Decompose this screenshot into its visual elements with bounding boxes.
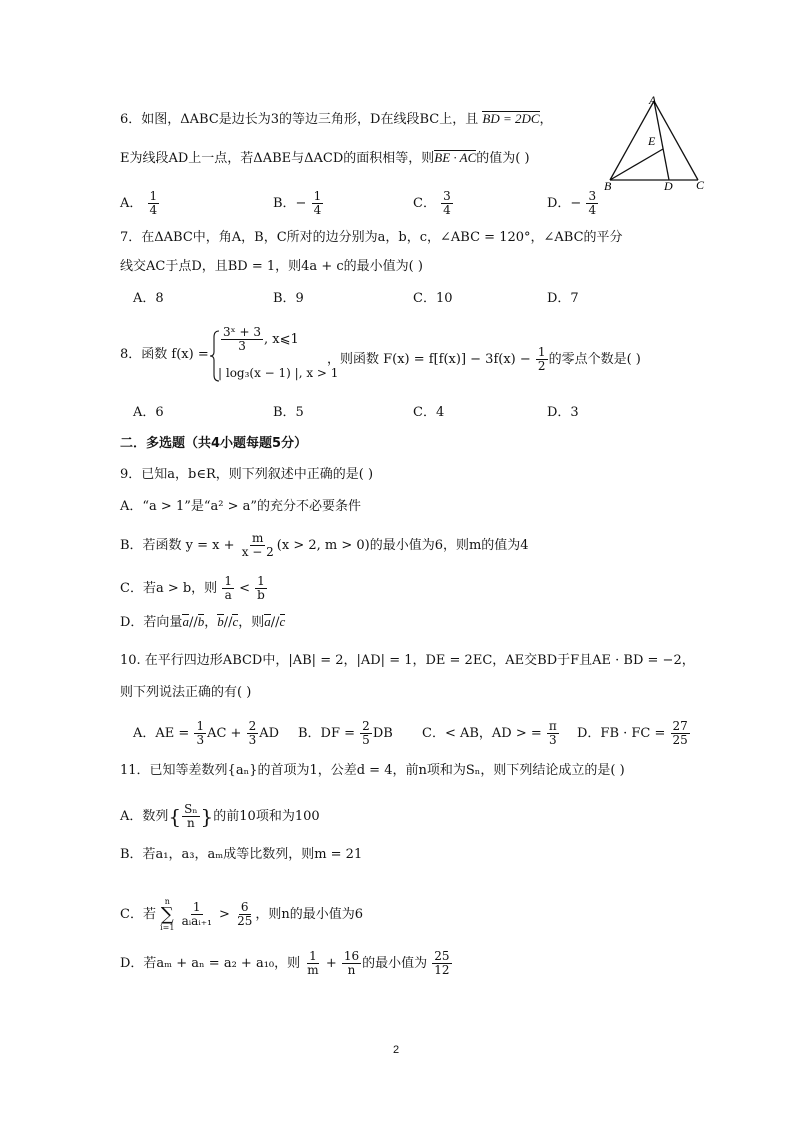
- sigma-icon: n ∑ i=1: [160, 897, 175, 932]
- fig-label-a: A: [649, 93, 657, 107]
- q10-option-a[interactable]: A．AE = $\frac{1}{3}$ AC + $\frac{2}{3}$ AD: [133, 719, 280, 747]
- q7-option-c[interactable]: C．10: [413, 291, 453, 306]
- q9-stem: 9．已知a，b∈R，则下列叙述中正确的是( ): [120, 467, 374, 482]
- fig-label-b: B: [604, 179, 612, 192]
- q7-option-d[interactable]: D．7: [547, 291, 579, 306]
- q11-stem: 11．已知等差数列{aₙ}的首项为1，公差d = 4，前n项和为Sₙ，则下列结论成立的是( ): [120, 763, 625, 778]
- q10-line2: 则下列说法正确的有( ): [120, 685, 252, 700]
- q10-option-c[interactable]: C．< AB，AD > = $\frac{\pi}{3}$: [422, 719, 557, 747]
- q9-option-d[interactable]: D．若向量a//b，b//c，则a//c: [120, 614, 286, 630]
- q9-option-a[interactable]: A．“a > 1”是“a² > a”的充分不必要条件: [120, 499, 362, 514]
- q8-prefix: 8．函数 f(x) =: [120, 347, 209, 362]
- q6-dot-product: BE · AC: [434, 150, 477, 165]
- q11-option-a[interactable]: A．数列{ $\frac{\text{Sₙ}}{n}$ }的前10项和为100: [120, 802, 320, 830]
- q8-option-d[interactable]: D．3: [547, 405, 579, 420]
- q6-option-c[interactable]: C． $\frac{3}{4}$: [413, 189, 451, 217]
- q10-option-d[interactable]: D．FB · FC = $\frac{27}{25}$: [577, 719, 688, 747]
- q8-option-c[interactable]: C．4: [413, 405, 445, 420]
- q6-option-b[interactable]: B．− $\frac{1}{4}$: [273, 189, 322, 217]
- q8-case2: | log₃(x − 1) |, x > 1: [218, 366, 339, 380]
- q8-function-def: ，则函数 F(x) = f[f(x)] − 3f(x) − $\frac{1}{2}$ 的零点个数是( ): [327, 345, 641, 373]
- q6-triangle-figure: [600, 92, 710, 192]
- q7-option-a[interactable]: A．8: [133, 291, 164, 306]
- q6-option-d[interactable]: D．− $\frac{3}{4}$: [547, 189, 597, 217]
- q6-line2: E为线段AD上一点，若ΔABE与ΔACD的面积相等，则BE · AC的值为( ): [120, 150, 530, 166]
- q6-vector-condition: BD = 2DC: [482, 111, 540, 126]
- q9-option-c[interactable]: C．若a > b，则 $\frac{1}{a}$ < $\frac{1}{b}$: [120, 574, 265, 602]
- q11-option-c[interactable]: C．若 n ∑ i=1 $\frac{1}{\text{aᵢaᵢ₊₁}}$ > $\frac{6}{25}$ ，则n的最小值为6: [120, 897, 363, 932]
- q7-option-b[interactable]: B．9: [273, 291, 304, 306]
- q8-option-b[interactable]: B．5: [273, 405, 304, 420]
- q6-option-a[interactable]: A． $\frac{1}{4}$: [120, 189, 158, 217]
- q9-option-b[interactable]: B．若函数 y = x + $\frac{m}{x - 2}$ (x > 2, m > 0)的最小值为6，则m的值为4: [120, 531, 529, 559]
- q11-option-d[interactable]: D．若aₘ + aₙ = a₂ + a₁₀，则 $\frac{1}{m}$ + $\frac{16}{n}$ 的最小值为 $\frac{25}{12}$: [120, 949, 450, 977]
- fig-label-c: C: [696, 178, 705, 192]
- section-heading-multiple-choice: 二．多选题（共4小题每题5分）: [120, 436, 308, 451]
- fig-label-d: D: [664, 179, 673, 192]
- q7-line2: 线交AC于点D，且BD = 1，则4a + c的最小值为( ): [120, 259, 423, 274]
- q11-option-b[interactable]: B．若a₁，a₃，aₘ成等比数列，则m = 21: [120, 847, 363, 862]
- page-number: 2: [393, 1044, 400, 1056]
- q10-option-b[interactable]: B．DF = $\frac{2}{5}$ DB: [298, 719, 393, 747]
- q8-case1: $\frac{\text{3ˣ + 3}}{3}$ , x⩽1: [223, 325, 299, 353]
- q8-option-a[interactable]: A．6: [133, 405, 164, 420]
- q6-line1: 6．如图，ΔABC是边长为3的等边三角形，D在线段BC上，且 BD = 2DC，: [120, 111, 553, 127]
- q10-line1: 10. 在平行四边形ABCD中，|AB| = 2，|AD| = 1，DE = 2EC，AE交BD于F且AE · BD = −2，: [120, 653, 695, 668]
- fig-label-e: E: [648, 134, 656, 148]
- q7-line1: 7．在ΔABC中，角A，B，C所对的边分别为a，b，c，∠ABC = 120°，∠ABC的平分: [120, 230, 623, 245]
